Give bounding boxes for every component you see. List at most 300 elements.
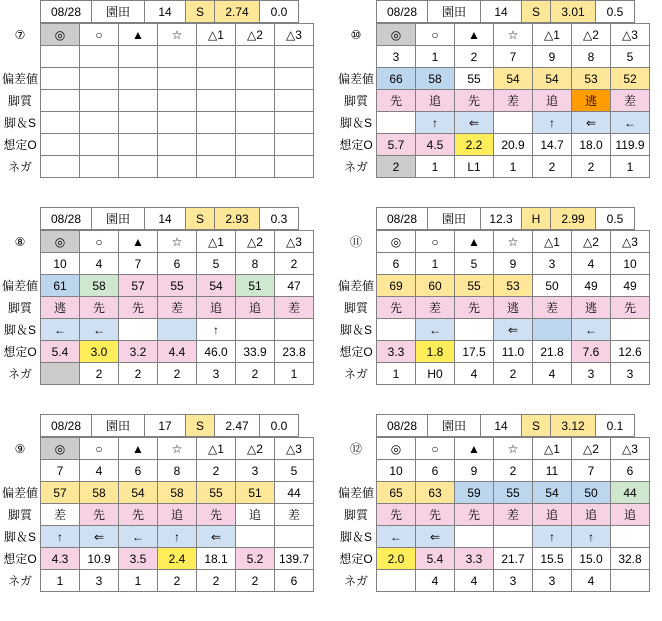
row-label: 想定O: [3, 345, 37, 359]
data-cell: 2: [119, 363, 158, 385]
data-cell: 12.6: [611, 341, 650, 363]
marks-row: [336, 438, 650, 460]
data-cell: 46.0: [197, 341, 236, 363]
data-cell: ↑: [197, 319, 236, 341]
race-header-8: [40, 207, 299, 230]
row-label: 偏差値: [337, 72, 374, 86]
data-cell: ←: [80, 319, 119, 341]
data-cell: 49: [572, 275, 611, 297]
data-cell: 3: [533, 253, 572, 275]
data-cell: ←: [416, 319, 455, 341]
data-table-12: [336, 437, 650, 592]
data-cell: 2: [158, 363, 197, 385]
table-row: [336, 297, 650, 319]
race-grade: H: [522, 208, 551, 230]
race-number: 14: [145, 1, 186, 23]
data-cell: [275, 68, 314, 90]
data-cell: ↑: [533, 112, 572, 134]
data-cell: 先: [416, 504, 455, 526]
data-cell: [119, 46, 158, 68]
mark-cell: ◎: [41, 231, 80, 253]
row-label: 脚質: [7, 301, 32, 315]
table-row: [0, 275, 314, 297]
data-cell: [197, 90, 236, 112]
row-label: 脚質: [343, 508, 368, 522]
data-cell: 4: [80, 460, 119, 482]
table-row: [336, 504, 650, 526]
table-row: [0, 526, 314, 548]
row-label: ネガ: [343, 574, 368, 588]
data-cell: 2: [494, 460, 533, 482]
data-cell: 3: [377, 46, 416, 68]
block-index: ⑪: [349, 235, 362, 249]
data-cell: [41, 363, 80, 385]
row-label: [336, 253, 377, 275]
data-cell: ←: [119, 526, 158, 548]
block-index: ⑦: [14, 27, 26, 42]
data-cell: 追: [236, 504, 275, 526]
data-cell: [275, 112, 314, 134]
data-cell: 4: [80, 253, 119, 275]
data-cell: [158, 319, 197, 341]
data-cell: [119, 68, 158, 90]
data-cell: [611, 319, 650, 341]
data-cell: 4: [533, 363, 572, 385]
race-date: 08/28: [377, 415, 428, 437]
race-header-7: [40, 0, 299, 23]
data-cell: [158, 134, 197, 156]
data-cell: 17.5: [455, 341, 494, 363]
data-cell: 50: [533, 275, 572, 297]
race-value: 0.0: [260, 415, 299, 437]
data-cell: 先: [377, 297, 416, 319]
table-row: [336, 363, 650, 385]
table-row: [0, 68, 314, 90]
race-value: 0.5: [596, 208, 635, 230]
data-cell: 4.3: [41, 548, 80, 570]
race-block-10: [336, 0, 650, 178]
race-date: 08/28: [41, 415, 92, 437]
race-date: 08/28: [377, 208, 428, 230]
mark-cell: ☆: [494, 24, 533, 46]
table-row: [0, 90, 314, 112]
data-cell: 5.4: [416, 548, 455, 570]
data-cell: [158, 68, 197, 90]
data-cell: ←: [377, 526, 416, 548]
data-cell: ↑: [533, 526, 572, 548]
data-cell: 先: [80, 297, 119, 319]
data-cell: [197, 112, 236, 134]
race-odds: 3.12: [551, 415, 596, 437]
race-block-12: [336, 414, 650, 592]
table-row: [0, 548, 314, 570]
data-cell: 6: [119, 460, 158, 482]
race-date: 08/28: [41, 208, 92, 230]
data-cell: ⇐: [197, 526, 236, 548]
data-cell: 差: [41, 504, 80, 526]
data-cell: [197, 68, 236, 90]
data-cell: [119, 319, 158, 341]
mark-cell: △3: [611, 24, 650, 46]
data-cell: 先: [377, 90, 416, 112]
data-table-7: [0, 23, 314, 178]
data-cell: 9: [494, 253, 533, 275]
mark-cell: △2: [572, 438, 611, 460]
data-cell: [158, 112, 197, 134]
data-cell: [494, 526, 533, 548]
data-cell: 58: [80, 482, 119, 504]
data-cell: 2: [455, 46, 494, 68]
mark-cell: ☆: [158, 438, 197, 460]
data-cell: 3: [572, 363, 611, 385]
table-row: [0, 570, 314, 592]
mark-cell: △3: [611, 231, 650, 253]
data-cell: 60: [416, 275, 455, 297]
data-cell: 3.0: [80, 341, 119, 363]
block-index: ⑨: [14, 441, 26, 456]
block-index: ⑧: [14, 234, 26, 249]
data-cell: 2: [275, 253, 314, 275]
race-grade: S: [522, 415, 551, 437]
data-cell: 先: [80, 504, 119, 526]
data-cell: [80, 156, 119, 178]
data-cell: 差: [416, 297, 455, 319]
marks-row: [0, 438, 314, 460]
data-cell: ↑: [416, 112, 455, 134]
data-cell: 2.2: [455, 134, 494, 156]
data-cell: 54: [494, 68, 533, 90]
row-label: 偏差値: [337, 486, 374, 500]
data-cell: 3: [80, 570, 119, 592]
data-cell: [236, 112, 275, 134]
data-cell: 119.9: [611, 134, 650, 156]
data-cell: ←: [41, 319, 80, 341]
data-cell: 3: [236, 460, 275, 482]
race-number: 14: [481, 1, 522, 23]
row-label: 脚＆S: [339, 530, 372, 544]
data-cell: [41, 68, 80, 90]
data-cell: 1: [611, 156, 650, 178]
block-index: ⑩: [350, 27, 362, 42]
mark-cell: △1: [533, 24, 572, 46]
race-venue: 園田: [428, 208, 481, 230]
data-cell: 18.1: [197, 548, 236, 570]
mark-cell: △3: [275, 231, 314, 253]
table-row: [0, 253, 314, 275]
data-table-11: [336, 230, 650, 385]
data-cell: 8: [572, 46, 611, 68]
mark-cell: △1: [197, 24, 236, 46]
data-cell: [41, 46, 80, 68]
race-odds: 2.99: [551, 208, 596, 230]
data-cell: [275, 156, 314, 178]
table-row: [0, 297, 314, 319]
data-cell: 1: [119, 570, 158, 592]
data-cell: [611, 570, 650, 592]
data-cell: [80, 68, 119, 90]
data-cell: 55: [455, 68, 494, 90]
mark-cell: △2: [236, 24, 275, 46]
mark-cell: ▲: [455, 231, 494, 253]
data-cell: 追: [533, 90, 572, 112]
mark-cell: ○: [80, 231, 119, 253]
table-row: [0, 134, 314, 156]
data-cell: 先: [119, 504, 158, 526]
data-cell: 55: [494, 482, 533, 504]
data-cell: 先: [455, 90, 494, 112]
mark-cell: ☆: [494, 438, 533, 460]
data-cell: 54: [533, 482, 572, 504]
race-block-11: [336, 207, 650, 385]
data-cell: 3: [197, 363, 236, 385]
data-cell: [236, 319, 275, 341]
row-label: 想定O: [339, 138, 373, 152]
data-cell: 追: [158, 504, 197, 526]
data-cell: 6: [158, 253, 197, 275]
data-cell: [197, 156, 236, 178]
race-block-7: [0, 0, 314, 178]
data-cell: 53: [572, 68, 611, 90]
data-cell: 51: [236, 482, 275, 504]
data-cell: 先: [197, 504, 236, 526]
marks-row: [336, 24, 650, 46]
table-row: [336, 460, 650, 482]
data-cell: 50: [572, 482, 611, 504]
data-cell: 66: [377, 68, 416, 90]
table-row: [0, 460, 314, 482]
data-cell: 追: [533, 504, 572, 526]
mark-cell: ☆: [158, 24, 197, 46]
race-header-9: [40, 414, 299, 437]
block-index: ⑫: [349, 442, 362, 456]
table-row: [336, 319, 650, 341]
data-cell: ←: [611, 112, 650, 134]
data-cell: 51: [236, 275, 275, 297]
mark-cell: ▲: [119, 438, 158, 460]
data-cell: [236, 68, 275, 90]
mark-cell: ☆: [158, 231, 197, 253]
data-cell: 11.0: [494, 341, 533, 363]
data-cell: 差: [611, 90, 650, 112]
data-cell: ←: [572, 319, 611, 341]
data-cell: 5: [455, 253, 494, 275]
data-cell: [41, 90, 80, 112]
data-cell: 3.2: [119, 341, 158, 363]
data-cell: 差: [494, 504, 533, 526]
race-venue: 園田: [428, 1, 481, 23]
data-cell: 9: [533, 46, 572, 68]
table-row: [336, 570, 650, 592]
mark-cell: △2: [236, 438, 275, 460]
data-cell: 逃: [572, 297, 611, 319]
race-value: 0.5: [596, 1, 635, 23]
data-cell: 1: [416, 46, 455, 68]
data-cell: 1: [416, 253, 455, 275]
table-row: [0, 156, 314, 178]
data-cell: [275, 319, 314, 341]
data-cell: ⇐: [494, 319, 533, 341]
race-value: 0.3: [260, 208, 299, 230]
data-cell: [41, 112, 80, 134]
data-cell: 10: [377, 460, 416, 482]
data-cell: [41, 156, 80, 178]
row-label: 偏差値: [1, 72, 38, 86]
data-cell: 11: [533, 460, 572, 482]
row-label: 想定O: [3, 552, 37, 566]
table-row: [336, 134, 650, 156]
marks-row: [336, 231, 650, 253]
race-block-9: [0, 414, 314, 592]
data-table-10: [336, 23, 650, 178]
data-cell: 54: [119, 482, 158, 504]
table-row: [0, 363, 314, 385]
mark-cell: ◎: [41, 438, 80, 460]
data-cell: 55: [197, 482, 236, 504]
data-cell: [494, 112, 533, 134]
race-odds: 3.01: [551, 1, 596, 23]
data-cell: 21.8: [533, 341, 572, 363]
data-cell: 3: [494, 570, 533, 592]
race-venue: 園田: [92, 208, 145, 230]
race-date: 08/28: [377, 1, 428, 23]
race-date: 08/28: [41, 1, 92, 23]
race-number: 17: [145, 415, 186, 437]
table-row: [336, 46, 650, 68]
table-row: [336, 341, 650, 363]
data-cell: 9: [455, 460, 494, 482]
data-cell: 4: [455, 363, 494, 385]
race-odds: 2.93: [215, 208, 260, 230]
data-cell: [119, 156, 158, 178]
data-cell: 55: [455, 275, 494, 297]
data-cell: 追: [236, 297, 275, 319]
data-cell: [236, 46, 275, 68]
marks-row: [0, 24, 314, 46]
data-cell: 追: [611, 504, 650, 526]
data-cell: 69: [377, 275, 416, 297]
data-cell: 61: [41, 275, 80, 297]
data-cell: 4: [455, 570, 494, 592]
mark-cell: ○: [416, 24, 455, 46]
row-label: [336, 460, 377, 482]
data-cell: [455, 526, 494, 548]
data-cell: 先: [455, 504, 494, 526]
data-cell: 先: [377, 504, 416, 526]
row-label: 想定O: [3, 138, 37, 152]
marks-row: [0, 231, 314, 253]
mark-cell: △1: [533, 438, 572, 460]
table-row: [0, 341, 314, 363]
data-cell: 15.0: [572, 548, 611, 570]
data-cell: 2: [572, 156, 611, 178]
mark-cell: ○: [80, 24, 119, 46]
data-cell: 58: [158, 482, 197, 504]
data-cell: ⇐: [455, 112, 494, 134]
data-cell: 7: [572, 460, 611, 482]
data-cell: 59: [455, 482, 494, 504]
mark-cell: ○: [416, 231, 455, 253]
data-cell: 2.4: [158, 548, 197, 570]
data-cell: 21.7: [494, 548, 533, 570]
data-cell: 2: [494, 363, 533, 385]
race-header-10: [376, 0, 635, 23]
data-cell: 54: [533, 68, 572, 90]
data-cell: 1: [494, 156, 533, 178]
race-number: 14: [145, 208, 186, 230]
data-cell: 7.6: [572, 341, 611, 363]
data-cell: 58: [416, 68, 455, 90]
table-row: [336, 90, 650, 112]
data-cell: ↑: [158, 526, 197, 548]
data-cell: 差: [158, 297, 197, 319]
race-value: 0.1: [596, 415, 635, 437]
data-cell: 3: [533, 570, 572, 592]
data-table-8: [0, 230, 314, 385]
data-cell: 1: [416, 156, 455, 178]
row-label: [336, 46, 377, 68]
data-cell: ↑: [41, 526, 80, 548]
data-cell: 54: [197, 275, 236, 297]
data-cell: 8: [236, 253, 275, 275]
data-cell: 58: [80, 275, 119, 297]
data-cell: 53: [494, 275, 533, 297]
data-cell: [275, 90, 314, 112]
data-cell: 1: [41, 570, 80, 592]
race-odds: 2.47: [215, 415, 260, 437]
mark-cell: △3: [611, 438, 650, 460]
data-cell: [533, 319, 572, 341]
data-cell: 14.7: [533, 134, 572, 156]
data-cell: [377, 112, 416, 134]
table-row: [0, 46, 314, 68]
mark-cell: △1: [533, 231, 572, 253]
mark-cell: ▲: [455, 24, 494, 46]
data-cell: 49: [611, 275, 650, 297]
data-cell: 4: [416, 570, 455, 592]
mark-cell: △2: [572, 24, 611, 46]
row-label: 脚＆S: [3, 530, 36, 544]
data-cell: 7: [119, 253, 158, 275]
data-cell: 7: [494, 46, 533, 68]
data-cell: 8: [158, 460, 197, 482]
data-cell: 3: [611, 363, 650, 385]
data-cell: 先: [119, 297, 158, 319]
data-cell: [197, 134, 236, 156]
data-cell: 33.9: [236, 341, 275, 363]
data-cell: 5: [275, 460, 314, 482]
data-cell: 6: [416, 460, 455, 482]
data-cell: 55: [158, 275, 197, 297]
data-cell: 32.8: [611, 548, 650, 570]
data-cell: 5: [611, 46, 650, 68]
data-cell: 139.7: [275, 548, 314, 570]
race-header-12: [376, 414, 635, 437]
data-cell: 44: [611, 482, 650, 504]
data-cell: [80, 134, 119, 156]
data-cell: 57: [41, 482, 80, 504]
race-value: 0.0: [260, 1, 299, 23]
row-label: 偏差値: [1, 279, 38, 293]
data-cell: [119, 90, 158, 112]
data-cell: 逃: [41, 297, 80, 319]
row-label: 脚質: [343, 301, 368, 315]
data-cell: H0: [416, 363, 455, 385]
data-cell: [41, 134, 80, 156]
data-cell: [275, 46, 314, 68]
data-cell: 追: [197, 297, 236, 319]
race-number: 12.3: [481, 208, 522, 230]
data-cell: 先: [455, 297, 494, 319]
